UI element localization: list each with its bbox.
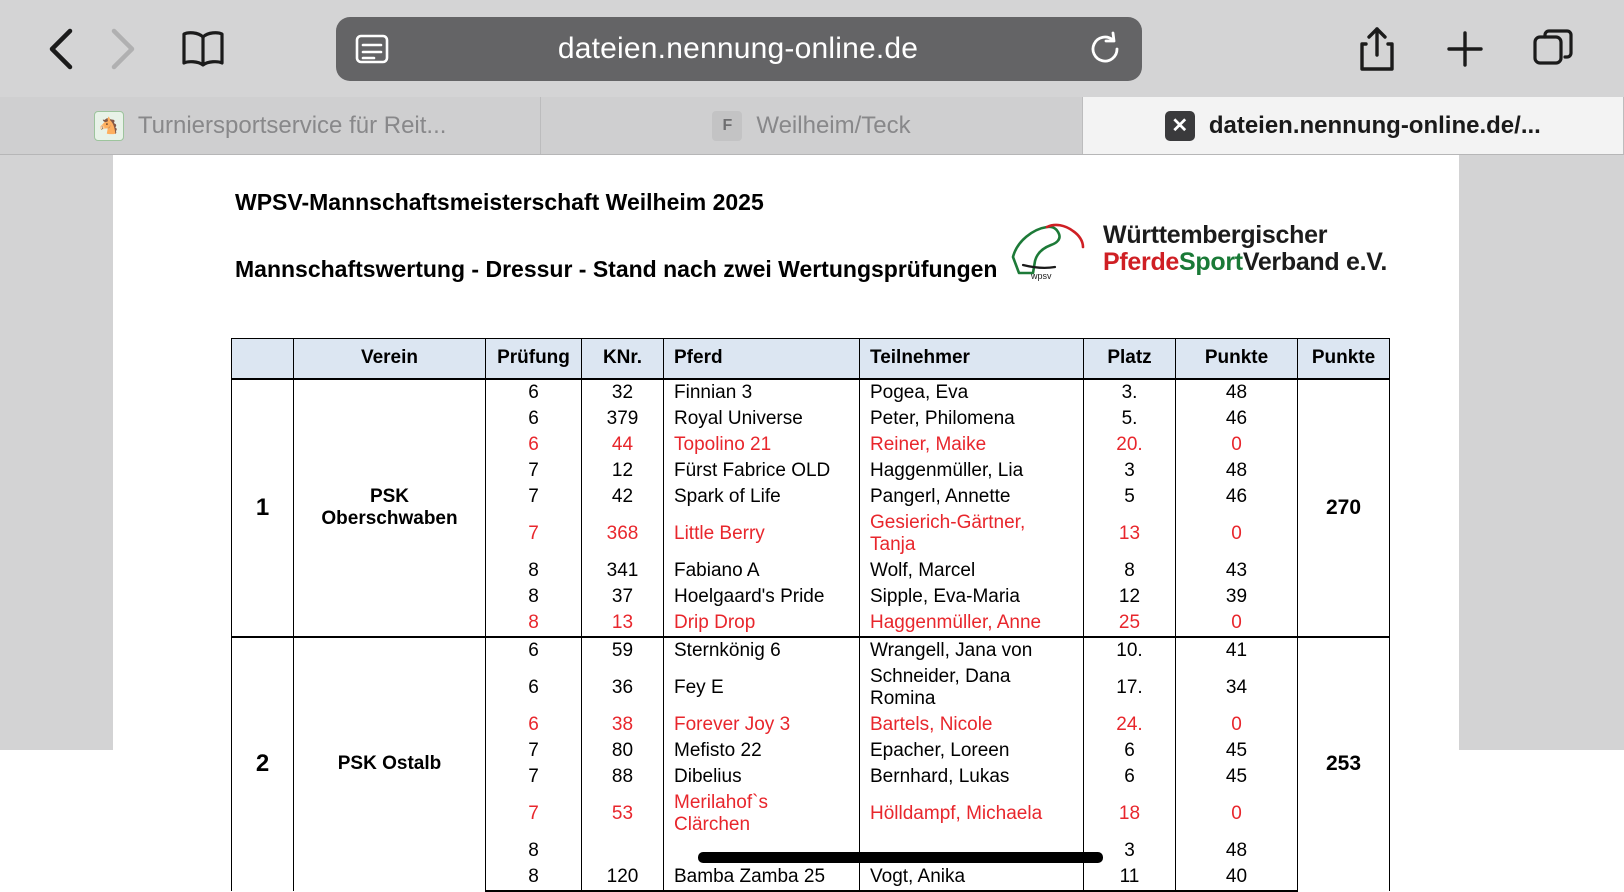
th-punkte: Punkte xyxy=(1176,339,1298,379)
cell-platz: 3 xyxy=(1084,838,1176,864)
logo-line-2b: Sport xyxy=(1179,248,1243,276)
cell-punkte: 0 xyxy=(1176,610,1298,637)
cell-platz: 8 xyxy=(1084,558,1176,584)
cell-platz: 3. xyxy=(1084,379,1176,406)
th-knr: KNr. xyxy=(582,339,664,379)
cell-platz: 18 xyxy=(1084,790,1176,838)
document-page xyxy=(113,155,1459,892)
table-body xyxy=(232,379,1390,891)
th-rank xyxy=(232,339,294,379)
back-button[interactable] xyxy=(30,18,92,80)
cell-knr: 32 xyxy=(582,379,664,406)
cell-punkte: 34 xyxy=(1176,664,1298,712)
share-icon[interactable] xyxy=(1346,18,1408,80)
cell-knr: 36 xyxy=(582,664,664,712)
cell-pruefung: 6 xyxy=(486,712,582,738)
page-subtitle: Mannschaftswertung - Dressur - Stand nach zwei Wertungsprüfungen xyxy=(235,256,998,282)
cell-platz: 5. xyxy=(1084,406,1176,432)
cell-pferd: Little Berry xyxy=(664,510,860,558)
cell-platz: 11 xyxy=(1084,864,1176,891)
cell-knr: 379 xyxy=(582,406,664,432)
horse-favicon: 🐴 xyxy=(94,111,124,141)
cell-punkte: 0 xyxy=(1176,510,1298,558)
cell-knr: 120 xyxy=(582,864,664,891)
show-tabs-icon[interactable] xyxy=(1522,18,1584,80)
cell-teilnehmer: Haggenmüller, Anne xyxy=(860,610,1084,637)
cell-rank: 1 xyxy=(232,379,294,637)
cell-teilnehmer: Epacher, Loreen xyxy=(860,738,1084,764)
cell-pferd: Mefisto 22 xyxy=(664,738,860,764)
cell-teilnehmer: Pogea, Eva xyxy=(860,379,1084,406)
tab-2[interactable] xyxy=(1083,97,1624,154)
wpsv-logo xyxy=(1003,217,1387,281)
tab-strip xyxy=(0,97,1624,155)
tab-label: Turniersportservice für Reit... xyxy=(137,111,447,139)
th-pferd: Pferd xyxy=(664,339,860,379)
cell-teilnehmer: Gesierich-Gärtner, Tanja xyxy=(860,510,1084,558)
cell-pferd: Merilahof`s Clärchen xyxy=(664,790,860,838)
cell-pruefung: 7 xyxy=(486,738,582,764)
cell-knr: 42 xyxy=(582,484,664,510)
cell-knr xyxy=(582,838,664,864)
cell-knr: 37 xyxy=(582,584,664,610)
th-platz: Platz xyxy=(1084,339,1176,379)
cell-teilnehmer: Bartels, Nicole xyxy=(860,712,1084,738)
cell-punkte: 41 xyxy=(1176,637,1298,664)
cell-pruefung: 8 xyxy=(486,838,582,864)
cell-teilnehmer: Haggenmüller, Lia xyxy=(860,458,1084,484)
new-tab-icon[interactable] xyxy=(1434,18,1496,80)
cell-pruefung: 7 xyxy=(486,458,582,484)
th-verein: Verein xyxy=(294,339,486,379)
cell-knr: 13 xyxy=(582,610,664,637)
cell-teilnehmer: Hölldampf, Michaela xyxy=(860,790,1084,838)
logo-line-1: Württembergischer xyxy=(1103,221,1328,249)
cell-pferd: Dibelius xyxy=(664,764,860,790)
page-title: WPSV-Mannschaftsmeisterschaft Weilheim 2025 xyxy=(235,189,764,215)
cell-teilnehmer: Sipple, Eva-Maria xyxy=(860,584,1084,610)
cell-punkte: 0 xyxy=(1176,712,1298,738)
cell-punkte: 0 xyxy=(1176,432,1298,458)
cell-punkte: 45 xyxy=(1176,764,1298,790)
cell-knr: 80 xyxy=(582,738,664,764)
cell-punkte: 48 xyxy=(1176,458,1298,484)
table-row xyxy=(232,637,1390,664)
address-bar[interactable] xyxy=(336,17,1142,81)
cell-punkte: 48 xyxy=(1176,838,1298,864)
cell-pruefung: 8 xyxy=(486,558,582,584)
forward-button[interactable] xyxy=(92,18,154,80)
reader-view-icon[interactable] xyxy=(354,32,390,66)
cell-pruefung: 7 xyxy=(486,484,582,510)
cell-pruefung: 6 xyxy=(486,432,582,458)
cell-teilnehmer: Bernhard, Lukas xyxy=(860,764,1084,790)
cell-platz: 6 xyxy=(1084,764,1176,790)
table-header-row xyxy=(232,339,1390,379)
th-pruefung: Prüfung xyxy=(486,339,582,379)
bookmarks-icon[interactable] xyxy=(172,18,234,80)
cell-knr: 341 xyxy=(582,558,664,584)
th-teilnehmer: Teilnehmer xyxy=(860,339,1084,379)
cell-pferd: Fürst Fabrice OLD xyxy=(664,458,860,484)
logo-line-2c: Verband e.V. xyxy=(1242,248,1387,276)
cell-total-punkte: 253 xyxy=(1298,637,1390,891)
cell-punkte: 48 xyxy=(1176,379,1298,406)
tab-1[interactable] xyxy=(541,97,1082,154)
cell-platz: 17. xyxy=(1084,664,1176,712)
table-row xyxy=(232,379,1390,406)
redaction-bar xyxy=(698,852,1103,863)
cell-punkte: 43 xyxy=(1176,558,1298,584)
cell-verein: PSK Ostalb xyxy=(294,637,486,891)
cell-knr: 53 xyxy=(582,790,664,838)
cell-platz: 12 xyxy=(1084,584,1176,610)
cell-platz: 24. xyxy=(1084,712,1176,738)
cell-pruefung: 6 xyxy=(486,379,582,406)
cell-pferd: Fabiano A xyxy=(664,558,860,584)
cell-pruefung: 6 xyxy=(486,664,582,712)
cell-pruefung: 6 xyxy=(486,406,582,432)
tab-label: Weilheim/Teck xyxy=(756,111,911,139)
cell-pferd: Hoelgaard's Pride xyxy=(664,584,860,610)
cell-pferd: Spark of Life xyxy=(664,484,860,510)
cell-knr: 368 xyxy=(582,510,664,558)
svg-text:wpsv: wpsv xyxy=(1031,271,1052,281)
cell-pruefung: 7 xyxy=(486,510,582,558)
cell-pferd: Topolino 21 xyxy=(664,432,860,458)
cell-teilnehmer: Wolf, Marcel xyxy=(860,558,1084,584)
cell-pruefung: 7 xyxy=(486,790,582,838)
cell-platz: 5 xyxy=(1084,484,1176,510)
cell-knr: 88 xyxy=(582,764,664,790)
cell-pferd: Fey E xyxy=(664,664,860,712)
cell-knr: 12 xyxy=(582,458,664,484)
tab-label: dateien.nennung-online.de/... xyxy=(1208,111,1541,139)
cell-pferd: Bamba Zamba 25 xyxy=(664,864,860,891)
cell-knr: 59 xyxy=(582,637,664,664)
cell-platz: 25 xyxy=(1084,610,1176,637)
cell-platz: 10. xyxy=(1084,637,1176,664)
cell-teilnehmer: Pangerl, Annette xyxy=(860,484,1084,510)
cell-verein: PSK Oberschwaben xyxy=(294,379,486,637)
cell-teilnehmer: Wrangell, Jana von xyxy=(860,637,1084,664)
cell-pruefung: 7 xyxy=(486,764,582,790)
cell-platz: 3 xyxy=(1084,458,1176,484)
cell-punkte: 45 xyxy=(1176,738,1298,764)
cell-rank: 2 xyxy=(232,637,294,891)
cell-pruefung: 8 xyxy=(486,584,582,610)
browser-toolbar xyxy=(0,0,1624,97)
cell-total-punkte: 270 xyxy=(1298,379,1390,637)
logo-line-2a: Pferde xyxy=(1103,248,1180,276)
cell-punkte: 39 xyxy=(1176,584,1298,610)
cell-teilnehmer: Peter, Philomena xyxy=(860,406,1084,432)
cell-pferd: Royal Universe xyxy=(664,406,860,432)
cell-platz: 6 xyxy=(1084,738,1176,764)
cell-knr: 38 xyxy=(582,712,664,738)
cell-pferd: Forever Joy 3 xyxy=(664,712,860,738)
results-table xyxy=(231,338,1390,892)
cell-pferd: Sternkönig 6 xyxy=(664,637,860,664)
cell-platz: 20. xyxy=(1084,432,1176,458)
horse-head-logo-icon xyxy=(1003,217,1095,281)
url-text[interactable]: dateien.nennung-online.de xyxy=(557,31,919,65)
cell-pruefung: 6 xyxy=(486,637,582,664)
cell-punkte: 46 xyxy=(1176,484,1298,510)
th-punkte-total: Punkte xyxy=(1298,339,1390,379)
cell-teilnehmer: Reiner, Maike xyxy=(860,432,1084,458)
cell-punkte: 40 xyxy=(1176,864,1298,891)
f-favicon: F xyxy=(712,111,742,141)
close-icon[interactable]: ✕ xyxy=(1165,111,1195,141)
cell-platz: 13 xyxy=(1084,510,1176,558)
cell-punkte: 0 xyxy=(1176,790,1298,838)
cell-pruefung: 8 xyxy=(486,864,582,891)
cell-teilnehmer: Schneider, Dana Romina xyxy=(860,664,1084,712)
cell-pruefung: 8 xyxy=(486,610,582,637)
cell-pferd: Finnian 3 xyxy=(664,379,860,406)
cell-pferd: Drip Drop xyxy=(664,610,860,637)
cell-knr: 44 xyxy=(582,432,664,458)
page-viewport[interactable] xyxy=(0,155,1624,887)
cell-teilnehmer: Vogt, Anika xyxy=(860,864,1084,891)
cell-punkte: 46 xyxy=(1176,406,1298,432)
reload-icon[interactable] xyxy=(1086,30,1124,68)
tab-0[interactable] xyxy=(0,97,541,154)
